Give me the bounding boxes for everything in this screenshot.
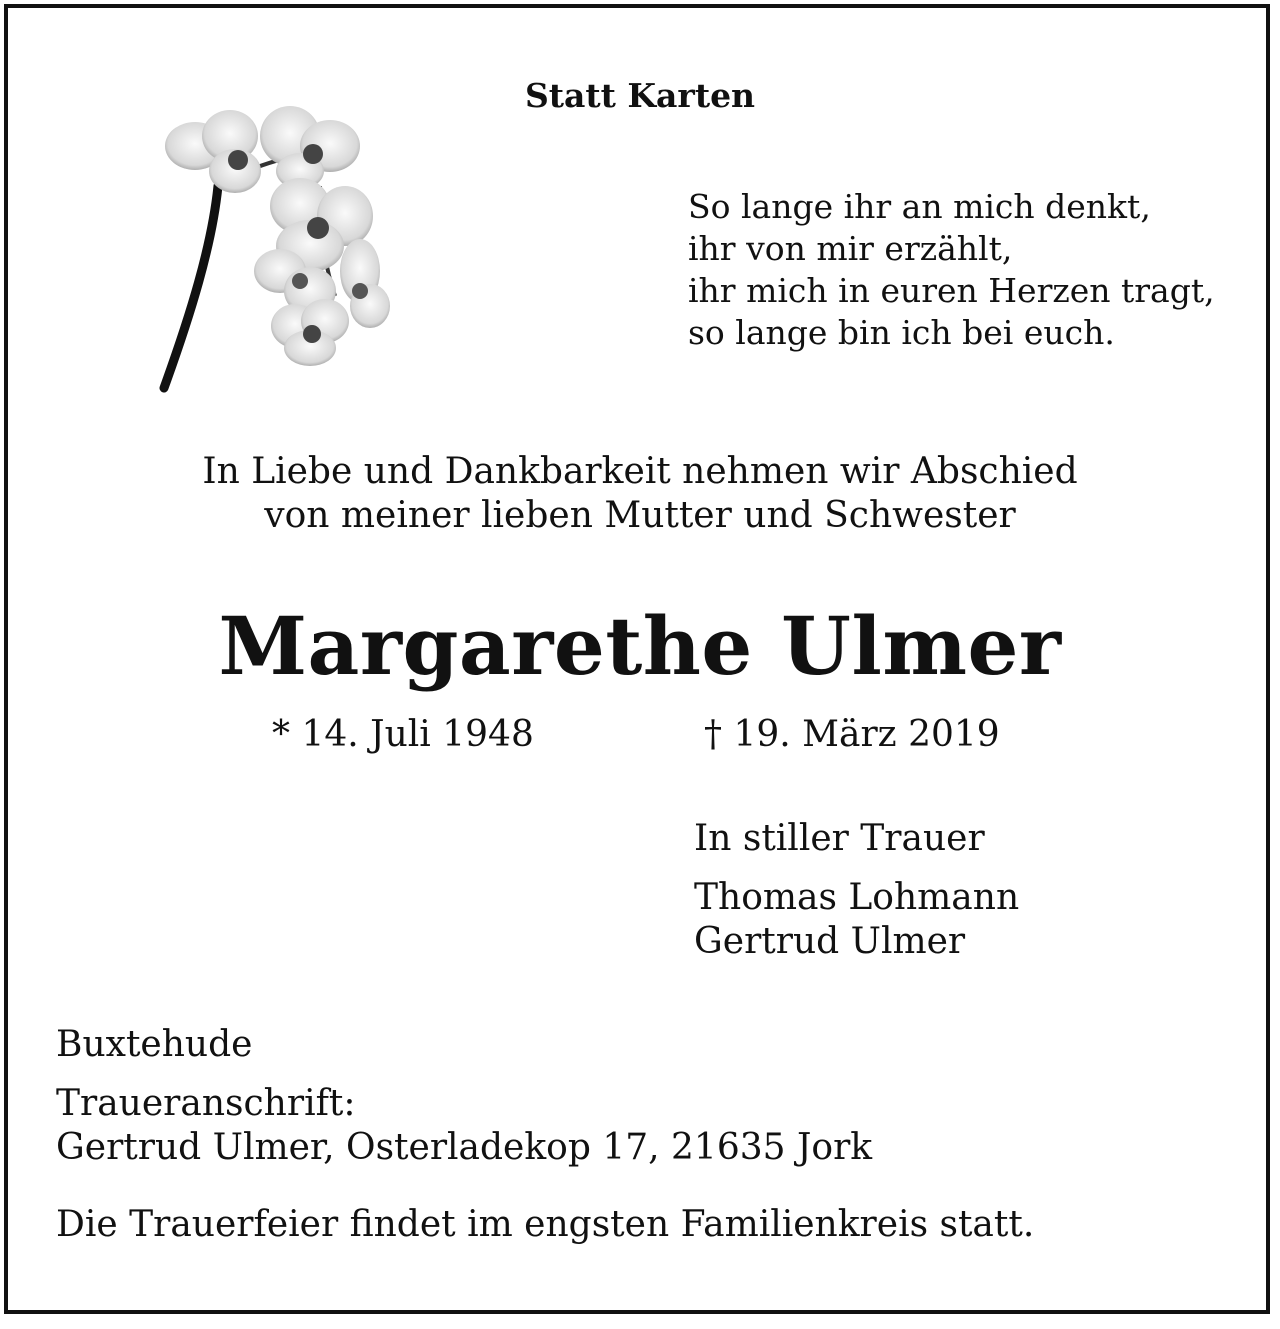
orchid-icon (150, 96, 410, 396)
intro-line: In Liebe und Dankbarkeit nehmen wir Abschied (202, 451, 1078, 492)
family-member: Gertrud Ulmer (694, 921, 966, 962)
intro-text (0, 450, 1280, 538)
death-date: † 19. März 2019 (704, 714, 1000, 755)
address-label: Traueranschrift: (56, 1083, 356, 1124)
poem-line: ihr mich in euren Herzen tragt, (688, 271, 1215, 310)
poem (688, 186, 1215, 354)
mourning-address (56, 1082, 872, 1170)
address-line: Gertrud Ulmer, Osterladekop 17, 21635 Jork (56, 1127, 873, 1168)
intro-line: von meiner lieben Mutter und Schwester (264, 495, 1016, 536)
birth-date: * 14. Juli 1948 (272, 714, 534, 755)
funeral-note: Die Trauerfeier findet im engsten Familienkreis statt. (56, 1204, 1035, 1245)
poem-line: so lange bin ich bei euch. (688, 313, 1115, 352)
poem-line: ihr von mir erzählt, (688, 229, 1013, 268)
family-member: Thomas Lohmann (694, 877, 1020, 918)
family-list (694, 876, 1019, 964)
place-name: Buxtehude (56, 1024, 253, 1065)
notice-header: Statt Karten (524, 76, 756, 115)
mourning-line: In stiller Trauer (694, 818, 985, 859)
poem-line: So lange ihr an mich denkt, (688, 187, 1151, 226)
deceased-name: Margarethe Ulmer (218, 599, 1062, 693)
